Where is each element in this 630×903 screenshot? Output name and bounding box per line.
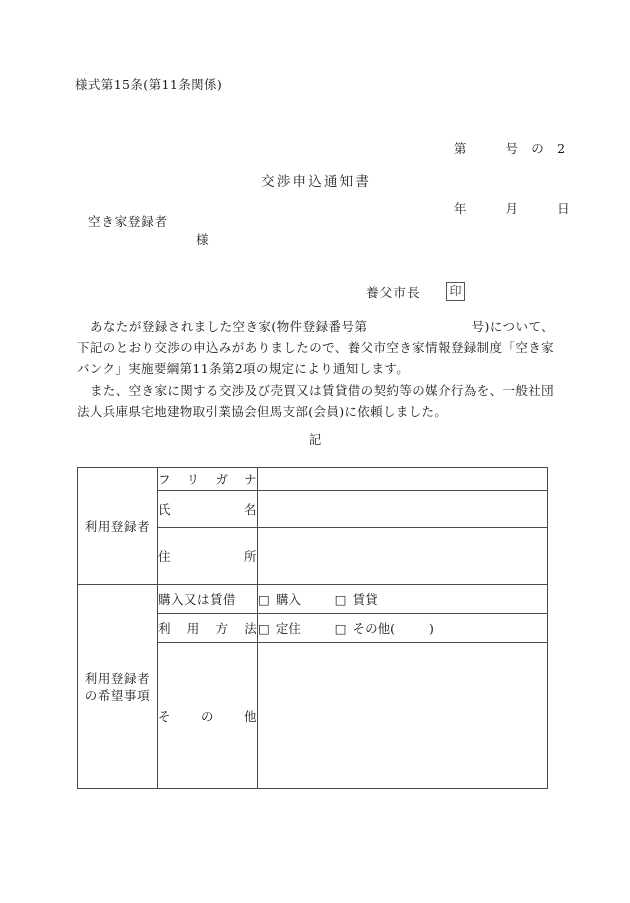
- purchase-or-lease-options: [258, 585, 548, 614]
- seal-stamp-box: 印: [446, 282, 465, 301]
- address-label-chars: [158, 547, 257, 565]
- table-row: [78, 585, 548, 614]
- char: 他: [243, 708, 257, 724]
- group-label-user: 利用登録者: [78, 468, 158, 585]
- char: そ: [158, 708, 172, 724]
- body-text: [77, 316, 554, 422]
- checkbox-permanent-residence[interactable]: [258, 619, 301, 637]
- checkbox-icon: □: [334, 621, 347, 636]
- addressee-label: 空き家登録者: [88, 214, 168, 229]
- checkbox-icon: □: [258, 621, 270, 636]
- other-label-chars: [158, 707, 257, 725]
- char: ガ: [215, 472, 229, 487]
- body-paragraph-1: [77, 316, 554, 379]
- char: 所: [243, 549, 257, 564]
- char: 利: [158, 621, 171, 636]
- document-number-line: 第 号 の 2: [453, 141, 566, 156]
- char: 用: [186, 621, 200, 636]
- usage-method-options: [258, 614, 548, 643]
- ki-marker: 記: [308, 432, 322, 447]
- row-label-furigana: [158, 468, 258, 491]
- checkbox-icon: □: [258, 592, 270, 607]
- row-label-address: [158, 528, 258, 585]
- checkbox-lease[interactable]: [335, 590, 378, 608]
- row-label-purchase-or-lease: 購入又は賃借: [158, 585, 258, 614]
- char: 方: [215, 621, 229, 636]
- checkbox-permanent-residence-label: 定住: [275, 621, 301, 636]
- address-input-field[interactable]: [258, 528, 548, 585]
- checkbox-lease-label: 賃貸: [352, 592, 378, 607]
- checkbox-icon: □: [334, 592, 347, 607]
- char: 法: [244, 621, 257, 636]
- name-input-field[interactable]: [258, 491, 548, 528]
- char: 名: [243, 502, 257, 517]
- char: 氏: [158, 502, 172, 517]
- checkbox-other-usage[interactable]: [335, 619, 434, 637]
- row-label-name: [158, 491, 258, 528]
- char: ナ: [243, 472, 257, 487]
- furigana-input-field[interactable]: [258, 468, 548, 491]
- usage-method-label-chars: [158, 619, 257, 637]
- table-row: [78, 468, 548, 491]
- char: 住: [158, 549, 172, 564]
- row-label-other: [158, 643, 258, 789]
- group-label-wishes: [78, 585, 158, 789]
- application-details-table: [77, 467, 548, 789]
- paragraph-1-after: 号)について、下記のとおり交渉の申込みがありましたので、養父市空き家情報登録制度「空き家バンク」実施要綱第11条第2項の規定により通知します。: [77, 319, 555, 376]
- group-label-wishes-line1: 利用登録者: [84, 670, 151, 686]
- group-label-wishes-line2: の希望事項: [84, 687, 151, 703]
- paragraph-1-before: あなたが登録されました空き家(物件登録番号第: [90, 319, 368, 334]
- checkbox-purchase-label: 購入: [275, 592, 301, 607]
- char: リ: [186, 472, 200, 487]
- page-title: 交渉申込通知書: [261, 174, 372, 190]
- row-label-usage-method: [158, 614, 258, 643]
- document-date-line: 年 月 日: [453, 201, 570, 216]
- other-remarks-input-field[interactable]: [258, 643, 548, 789]
- checkbox-purchase[interactable]: [258, 590, 301, 608]
- checkbox-other-usage-label: その他(: [352, 621, 395, 636]
- addressee-honorific: 様: [196, 232, 210, 247]
- form-number: 様式第15条(第11条関係): [75, 77, 223, 92]
- other-usage-paren-close: ): [429, 621, 434, 636]
- char: の: [200, 708, 214, 724]
- furigana-label-chars: [158, 470, 257, 488]
- body-paragraph-2: また、空き家に関する交渉及び売買又は賃貸借の契約等の媒介行為を、一般社団法人兵庫県宅地建物取引業協会但馬支部(会員)に依頼しました。: [77, 383, 554, 419]
- name-label-chars: [158, 500, 257, 518]
- issuer-name: 養父市長: [366, 285, 421, 300]
- char: フ: [158, 472, 172, 487]
